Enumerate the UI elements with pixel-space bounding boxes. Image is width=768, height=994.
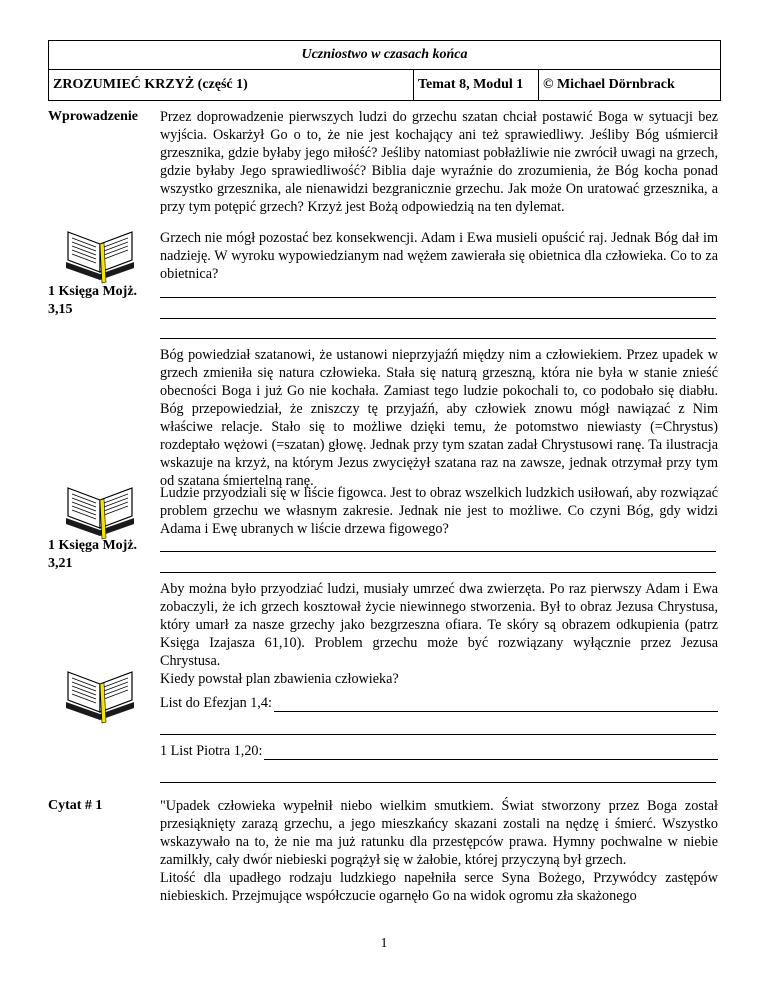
- section1-question: Grzech nie mógł pozostać bez konsekwencji. Adam i Ewa musieli opuścić raj. Jednak Bóg dał im nadzieję. W wyroku wypowiedzianym nad wężem zawierała się obietnica dla człowieka. Co to za obietnica?: [160, 230, 718, 282]
- intro-text: Przez doprowadzenie pierwszych ludzi do grzechu szatan chciał postawić Boga w sytuacji bez wyjścia. Oskarżył Go o to, że nie jest kochający ani też sprawiedliwy. Jeśliby Bóg uśmiercił grzesznika, gdzie byłaby jego miłość? Jeśliby natomiast pobłażliwie nie zwrócił uwagi na grzech, gdzie byłaby Jego sprawiedliwość? Biblia daje wyraźnie do zrozumienia, że Bóg kocha ponad wszystko grzesznika, ale nienawidzi bezgranicznie grzechu. Jak może On uratować grzesznika, a przy tym potępić grzech? Krzyż jest Bożą odpowiedzią na ten dylemat.: [160, 109, 718, 215]
- answer-line[interactable]: [160, 338, 716, 339]
- ref-genesis-3-21-line1: 1 Księga Mojż.: [48, 538, 138, 553]
- module-label: Temat 8, Modul 1: [414, 70, 539, 100]
- course-title: Uczniostwo w czasach końca: [49, 41, 720, 70]
- answer-line[interactable]: [274, 697, 718, 712]
- header-table: [48, 40, 721, 101]
- page-number: 1: [380, 936, 388, 951]
- bible-book-icon: [60, 478, 140, 540]
- bible-book-icon: [60, 662, 140, 724]
- quote-text: [160, 797, 718, 905]
- section2-text: Bóg powiedział szatanowi, że ustanowi nieprzyjaźń między nim a człowiekiem. Przez upadek w grzech zmieniła się natura człowieka. Stała się naturą grzeszną, która nie była w stanie znieść obecności Boga i już Go nie kochała. Zamiast tego ludzie pokochali to, co podobało się diabłu. Bóg przepowiedział, że zniszczy tę przyjaźń, aby człowiek znowu mógł nawiązać z Nim właściwe relacje. Stało się to możliwe dzięki temu, że potomstwo niewiasty (=Chrystus) rozdeptało wężowi (=szatan) głowę. Jednak przy tym szatan zadał Chrystusowi ranę. Ta ilustracja wskazuje na krzyż, na którym Jezus zwyciężył szatana raz na zawsze, jednak otrzymał przy tym od szatana śmiertelną ranę.: [160, 347, 718, 489]
- ephesians-answer-row: [160, 694, 718, 712]
- ref-genesis-3-15-line2: 3,15: [48, 302, 73, 317]
- section4-question: Kiedy powstał plan zbawienia człowieka?: [160, 671, 399, 687]
- answer-line[interactable]: [160, 572, 716, 573]
- answer-line[interactable]: [160, 782, 716, 783]
- quote-paragraph-2: Litość dla upadłego rodzaju ludzkiego napełniła serce Syna Bożego, Przywódcy zastępów niebieskich. Przejmujące współczucie ogarnęło Go na widok ogromu zła skażonego: [160, 870, 718, 904]
- peter-ref: 1 List Piotra 1,20:: [160, 743, 263, 759]
- answer-line[interactable]: [264, 745, 718, 760]
- ref-genesis-3-15-line1: 1 Księga Mojż.: [48, 284, 138, 299]
- lesson-title: ZROZUMIEĆ KRZYŻ (część 1): [49, 70, 414, 100]
- author-label: © Michael Dörnbrack: [543, 77, 675, 92]
- ref-genesis-3-21-line2: 3,21: [48, 556, 73, 571]
- quote-paragraph-1: "Upadek człowieka wypełnił niebo wielkim smutkiem. Świat stworzony przez Boga został przesiąknięty zarazą grzechu, a jego mieszkańcy skazani zostali na nędzę i śmierć. Wszystko wskazywało na to, że nie ma już ratunku dla przestępców prawa. Hymny pochwalne w niebie zamilkły, cały dwór niebieski pogrążył się w żałobie, której przyczyną był grzech.: [160, 798, 718, 868]
- answer-line[interactable]: [160, 734, 716, 735]
- ephesians-ref: List do Efezjan 1,4:: [160, 695, 272, 711]
- section3-question: Ludzie przyodziali się w liście figowca. Jest to obraz wszelkich ludzkich usiłowań, aby rozwiązać problem grzechu we własnym zakresie. Jednak nie jest to możliwe. Co czyni Bóg, gdy widzi Adama i Ewę ubranych w liście drzewa figowego?: [160, 485, 718, 537]
- intro-label: Wprowadzenie: [48, 109, 138, 124]
- answer-line[interactable]: [160, 297, 716, 298]
- answer-line[interactable]: [160, 318, 716, 319]
- bible-book-icon: [60, 222, 140, 284]
- answer-line[interactable]: [160, 551, 716, 552]
- quote-label: Cytat # 1: [48, 798, 103, 813]
- section4-text: Aby można było przyodziać ludzi, musiały umrzeć dwa zwierzęta. Po raz pierwszy Adam i Ewa zobaczyli, że ich grzech kosztował życie niewinnego stworzenia. Był to obraz Jezusa Chrystusa, który umarł za nasze grzechy jako bezgrzeszna ofiara. Te skóry są obrazem odkupienia (patrz Księga Izajasza 61,10). Problem grzechu może być rozwiązany wyłącznie przez Jezusa Chrystusa.: [160, 581, 718, 669]
- peter-answer-row: [160, 742, 718, 760]
